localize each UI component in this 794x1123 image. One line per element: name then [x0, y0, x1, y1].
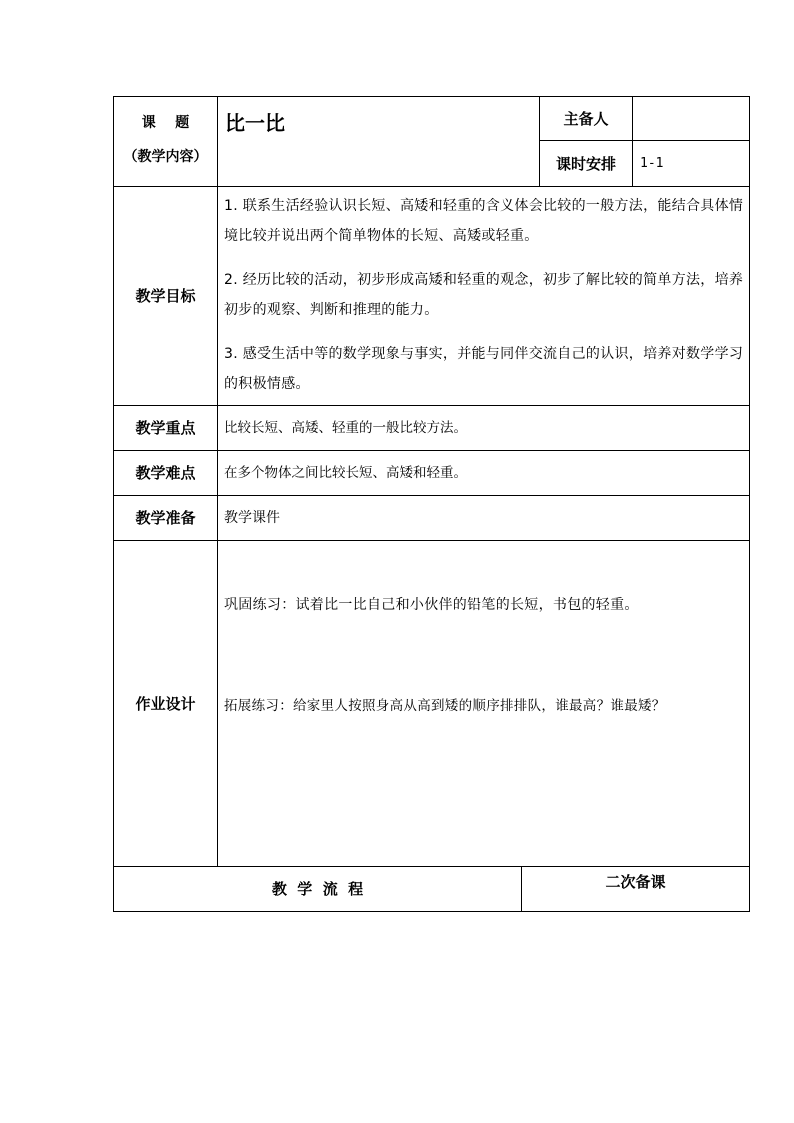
column-divider: [217, 96, 218, 866]
key-points-value: 比较长短、高矮、轻重的一般比较方法。: [224, 420, 467, 436]
difficulties-label: 教学难点: [135, 464, 196, 482]
column-divider: [632, 96, 633, 186]
preparation-value: 教学课件: [224, 510, 280, 526]
lesson-plan-table: [113, 96, 750, 912]
preparer-label: 主备人: [563, 109, 609, 128]
objective-item: 3. 感受生活中等的数学现象与事实，并能与同伴交流自己的认识，培养对数学学习的积极情感。: [224, 346, 744, 392]
difficulties-value: 在多个物体之间比较长短、高矮和轻重。: [224, 465, 467, 481]
objectives-label: 教学目标: [135, 287, 196, 305]
schedule-value: 1-1: [640, 155, 664, 171]
key-points-label: 教学重点: [135, 419, 196, 437]
second-prep-label: 二次备课: [605, 873, 666, 891]
table-border-right: [749, 96, 750, 912]
objective-item: 1. 联系生活经验认识长短、高矮和轻重的含义体会比较的一般方法，能结合具体情境比较并说出两个简单物体的长短、高矮或轻重。: [224, 198, 744, 244]
preparer-value: [640, 97, 748, 140]
topic-sublabel: （教学内容）: [123, 149, 208, 165]
topic-label: 课 题: [141, 115, 190, 131]
homework-consolidation: 巩固练习：试着比一比自己和小伙伴的铅笔的长短，书包的轻重。: [224, 597, 639, 613]
topic-value: 比一比: [225, 111, 285, 135]
homework-label: 作业设计: [135, 694, 196, 713]
teaching-process-label: 教 学 流 程: [271, 880, 364, 898]
schedule-label: 课时安排: [555, 154, 616, 173]
table-border-bottom: [113, 911, 750, 912]
preparation-label: 教学准备: [135, 509, 196, 527]
objective-item: 2. 经历比较的活动，初步形成高矮和轻重的观念，初步了解比较的简单方法，培养初步的观察、判断和推理的能力。: [224, 272, 744, 318]
homework-extension: 拓展练习：给家里人按照身高从高到矮的顺序排排队，谁最高？谁最矮？: [224, 698, 666, 714]
